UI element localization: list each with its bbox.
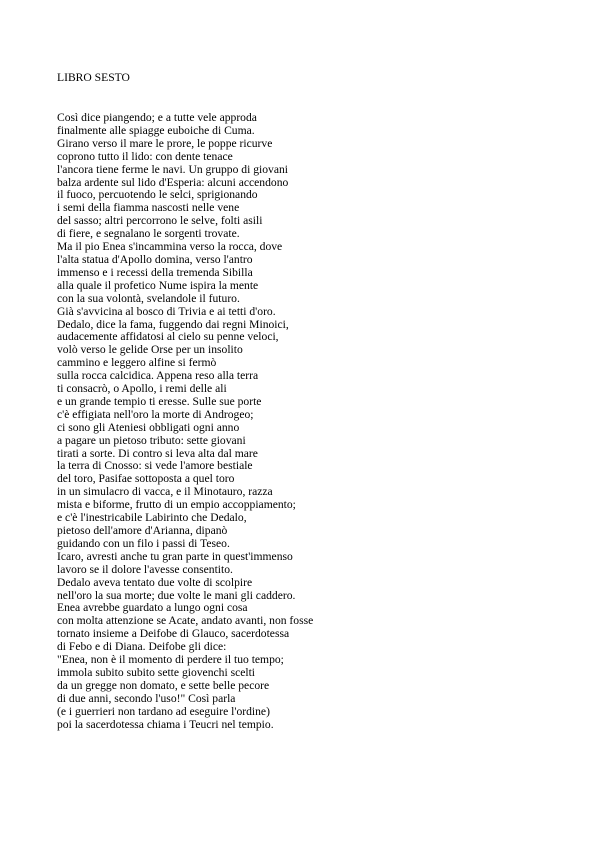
text-line: immola subito subito sette giovenchi scelti bbox=[57, 665, 256, 679]
text-line: di fiere, e segnalano le sorgenti trovate. bbox=[57, 227, 240, 241]
text-line: balza ardente sul lido d'Esperia: alcuni accendono bbox=[57, 175, 289, 189]
text-line: il fuoco, percuotendo le selci, sprigionando bbox=[57, 188, 258, 202]
text-line: Già s'avvicina al bosco di Trivia e ai tetti d'oro. bbox=[57, 304, 276, 318]
text-line: in un simulacro di vacca, e il Minotauro, razza bbox=[57, 485, 273, 499]
text-line: Enea avrebbe guardato a lungo ogni cosa bbox=[57, 601, 248, 615]
text-line: ci sono gli Ateniesi obbligati ogni anno bbox=[57, 420, 240, 434]
text-line: c'è effigiata nell'oro la morte di Androgeo; bbox=[57, 407, 254, 421]
text-line: Girano verso il mare le prore, le poppe ricurve bbox=[57, 136, 273, 150]
text-line: sulla rocca calcidica. Appena reso alla terra bbox=[57, 369, 259, 383]
text-line: Così dice piangendo; e a tutte vele approda bbox=[57, 111, 257, 124]
text-line: Ma il pio Enea s'incammina verso la rocca, dove bbox=[57, 240, 283, 254]
text-line: del toro, Pasifae sottoposta a quel toro bbox=[57, 472, 235, 486]
text-line: con molta attenzione se Acate, andato avanti, non fosse bbox=[57, 614, 314, 628]
text-line: Icaro, avresti anche tu gran parte in quest'immenso bbox=[57, 549, 293, 563]
text-line: audacemente affidatosi al cielo su penne veloci, bbox=[57, 330, 279, 344]
text-line: e c'è l'inestricabile Labirinto che Dedalo, bbox=[57, 511, 247, 525]
text-line: l'alta statua d'Apollo domina, verso l'antro bbox=[57, 252, 253, 266]
text-line: finalmente alle spiagge euboiche di Cuma. bbox=[57, 123, 255, 137]
text-line: lavoro se il dolore l'avesse consentito. bbox=[57, 562, 233, 576]
text-line: pietoso dell'amore d'Arianna, dipanò bbox=[57, 524, 228, 537]
text-line: mista e biforme, frutto di un empio accoppiamento; bbox=[57, 498, 296, 512]
text-line: volò verso le gelide Orse per un insolito bbox=[57, 343, 243, 357]
text-line: di due anni, secondo l'uso!" Così parla bbox=[57, 691, 236, 705]
text-line: immenso e i recessi della tremenda Sibilla bbox=[57, 265, 253, 279]
text-line: ti consacrò, o Apollo, i remi delle ali bbox=[57, 382, 227, 396]
text-line: con la sua volontà, svelandole il futuro. bbox=[57, 291, 240, 305]
text-line: "Enea, non è il momento di perdere il tuo tempo; bbox=[57, 653, 284, 667]
text-line: del sasso; altri percorrono le selve, folti asili bbox=[57, 214, 263, 228]
text-line: Dedalo aveva tentato due volte di scolpire bbox=[57, 575, 253, 589]
text-line: nell'oro la sua morte; due volte le mani gli caddero. bbox=[57, 588, 296, 602]
text-line: di Febo e di Diana. Deifobe gli dice: bbox=[57, 640, 227, 654]
poem-text bbox=[57, 112, 313, 732]
text-line: alla quale il profetico Nume ispira la mente bbox=[57, 278, 259, 292]
text-line: la terra di Cnosso: si vede l'amore bestiale bbox=[57, 459, 253, 473]
text-line: guidando con un filo i passi di Teseo. bbox=[57, 536, 230, 550]
text-line: l'ancora tiene ferme le navi. Un gruppo di giovani bbox=[57, 162, 288, 176]
text-line: poi la sacerdotessa chiama i Teucri nel tempio. bbox=[57, 717, 274, 731]
text-line: coprono tutto il lido: con dente tenace bbox=[57, 149, 233, 163]
text-line: cammino e leggero alfine si fermò bbox=[57, 356, 217, 370]
chapter-title: LIBRO SESTO bbox=[57, 71, 130, 84]
text-line: e un grande tempio ti eresse. Sulle sue porte bbox=[57, 394, 262, 408]
text-line: Dedalo, dice la fama, fuggendo dai regni Minoici, bbox=[57, 317, 289, 331]
text-line: a pagare un pietoso tributo: sette giovani bbox=[57, 433, 246, 447]
text-line: tirati a sorte. Di contro si leva alta dal mare bbox=[57, 446, 258, 460]
text-line: i semi della fiamma nascosti nelle vene bbox=[57, 201, 240, 215]
text-line: da un gregge non domato, e sette belle pecore bbox=[57, 678, 270, 692]
text-line: (e i guerrieri non tardano ad eseguire l'ordine) bbox=[57, 704, 270, 718]
text-line: tornato insieme a Deifobe di Glauco, sacerdotessa bbox=[57, 627, 290, 641]
